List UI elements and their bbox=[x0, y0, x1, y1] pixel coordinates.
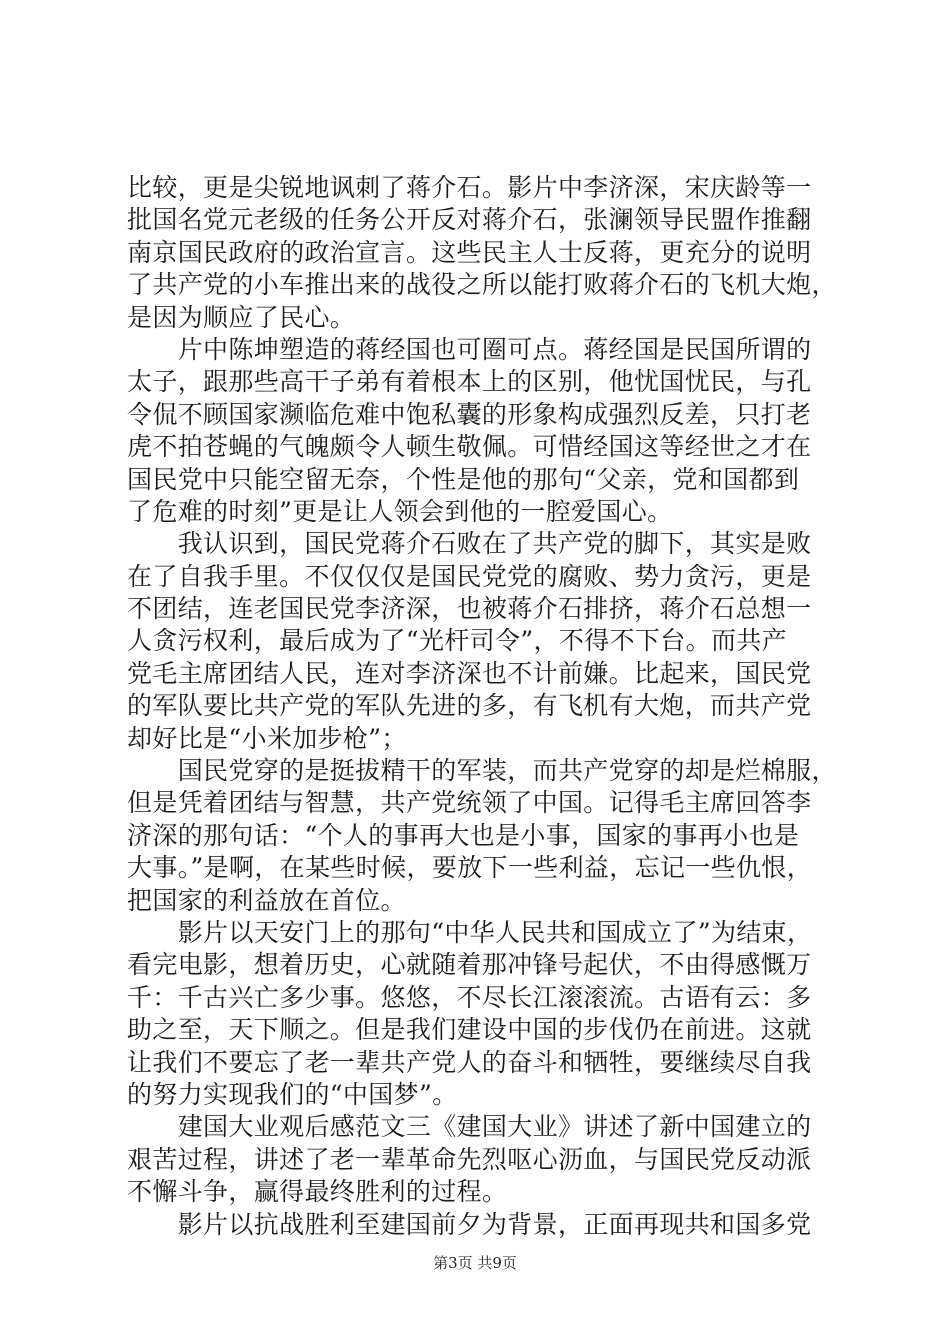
text-line: 比较，更是尖锐地讽刺了蒋介石。影片中李济深，宋庆龄等一 bbox=[127, 173, 812, 202]
text-line: 大事。”是啊，在某些时候，要放下一些利益，忘记一些仇恨， bbox=[127, 853, 813, 883]
text-line: 济深的那句话：“个人的事再大也是小事，国家的事再小也是 bbox=[127, 820, 800, 850]
text-line: 是因为顺应了民心。 bbox=[127, 302, 356, 332]
text-line: 的军队要比共产党的军队先进的多，有飞机有大炮，而共产党 bbox=[127, 691, 812, 721]
text-line: 国民党中只能空留无奈，个性是他的那句“父亲，党和国都到 bbox=[127, 464, 800, 494]
text-line: 看完电影，想着历史，心就随着那冲锋号起伏，不由得感慨万 bbox=[127, 950, 812, 980]
text-line: 太子，跟那些高干子弟有着根本上的区别，他忧国忧民，与孔 bbox=[127, 367, 812, 397]
text-line: 影片以抗战胜利至建国前夕为背景，正面再现共和国多党 bbox=[127, 1209, 812, 1239]
text-line: 建国大业观后感范文三《建国大业》讲述了新中国建立的 bbox=[127, 1112, 812, 1142]
text-line: 不懈斗争，赢得最终胜利的过程。 bbox=[127, 1177, 508, 1207]
text-line: 人贪污权利，最后成为了“光杆司令”，不得不下台。而共产 bbox=[127, 626, 788, 656]
page-number-footer: 第3页 共9页 bbox=[433, 1254, 517, 1272]
text-line: 我认识到，国民党蒋介石败在了共产党的脚下，其实是败 bbox=[127, 529, 812, 559]
text-line: 让我们不要忘了老一辈共产党人的奋斗和牺牲，要继续尽自我 bbox=[127, 1047, 812, 1077]
text-line: 在了自我手里。不仅仅仅是国民党党的腐败、势力贪污，更是 bbox=[127, 561, 812, 591]
text-line: 不团结，连老国民党李济深，也被蒋介石排挤，蒋介石总想一 bbox=[127, 594, 812, 624]
text-line: 片中陈坤塑造的蒋经国也可圈可点。蒋经国是民国所谓的 bbox=[127, 334, 812, 364]
text-line: 国民党穿的是挺拔精干的军装，而共产党穿的却是烂棉服， bbox=[127, 756, 837, 786]
body-text bbox=[127, 172, 837, 1241]
text-line: 影片以天安门上的那句“中华人民共和国成立了”为结束， bbox=[127, 917, 813, 947]
text-line: 了共产党的小车推出来的战役之所以能打败蒋介石的飞机大炮， bbox=[127, 270, 837, 300]
text-line: 令侃不顾国家濒临危难中饱私囊的形象构成强烈反差，只打老 bbox=[127, 399, 812, 429]
text-line: 但是凭着团结与智慧，共产党统领了中国。记得毛主席回答李 bbox=[127, 788, 812, 818]
text-line: 的努力实现我们的“中国梦”。 bbox=[127, 1079, 458, 1109]
text-line: 党毛主席团结人民，连对李济深也不计前嫌。比起来，国民党 bbox=[127, 658, 812, 688]
text-line: 把国家的利益放在首位。 bbox=[127, 885, 406, 915]
text-line: 千：千古兴亡多少事。悠悠，不尽长江滚滚流。古语有云：多 bbox=[127, 982, 812, 1012]
text-line: 却好比是“小米加步枪”； bbox=[127, 723, 407, 753]
text-line: 了危难的时刻”更是让人领会到他的一腔爱国心。 bbox=[127, 496, 673, 526]
text-line: 批国名党元老级的任务公开反对蒋介石，张澜领导民盟作推翻 bbox=[127, 205, 812, 235]
text-line: 南京国民政府的政治宣言。这些民主人士反蒋，更充分的说明 bbox=[127, 237, 812, 267]
text-line: 助之至，天下顺之。但是我们建设中国的步伐仍在前进。这就 bbox=[127, 1015, 812, 1045]
text-line: 虎不拍苍蝇的气魄颇令人顿生敬佩。可惜经国这等经世之才在 bbox=[127, 432, 812, 462]
text-line: 艰苦过程，讲述了老一辈革命先烈呕心沥血，与国民党反动派 bbox=[127, 1144, 812, 1174]
